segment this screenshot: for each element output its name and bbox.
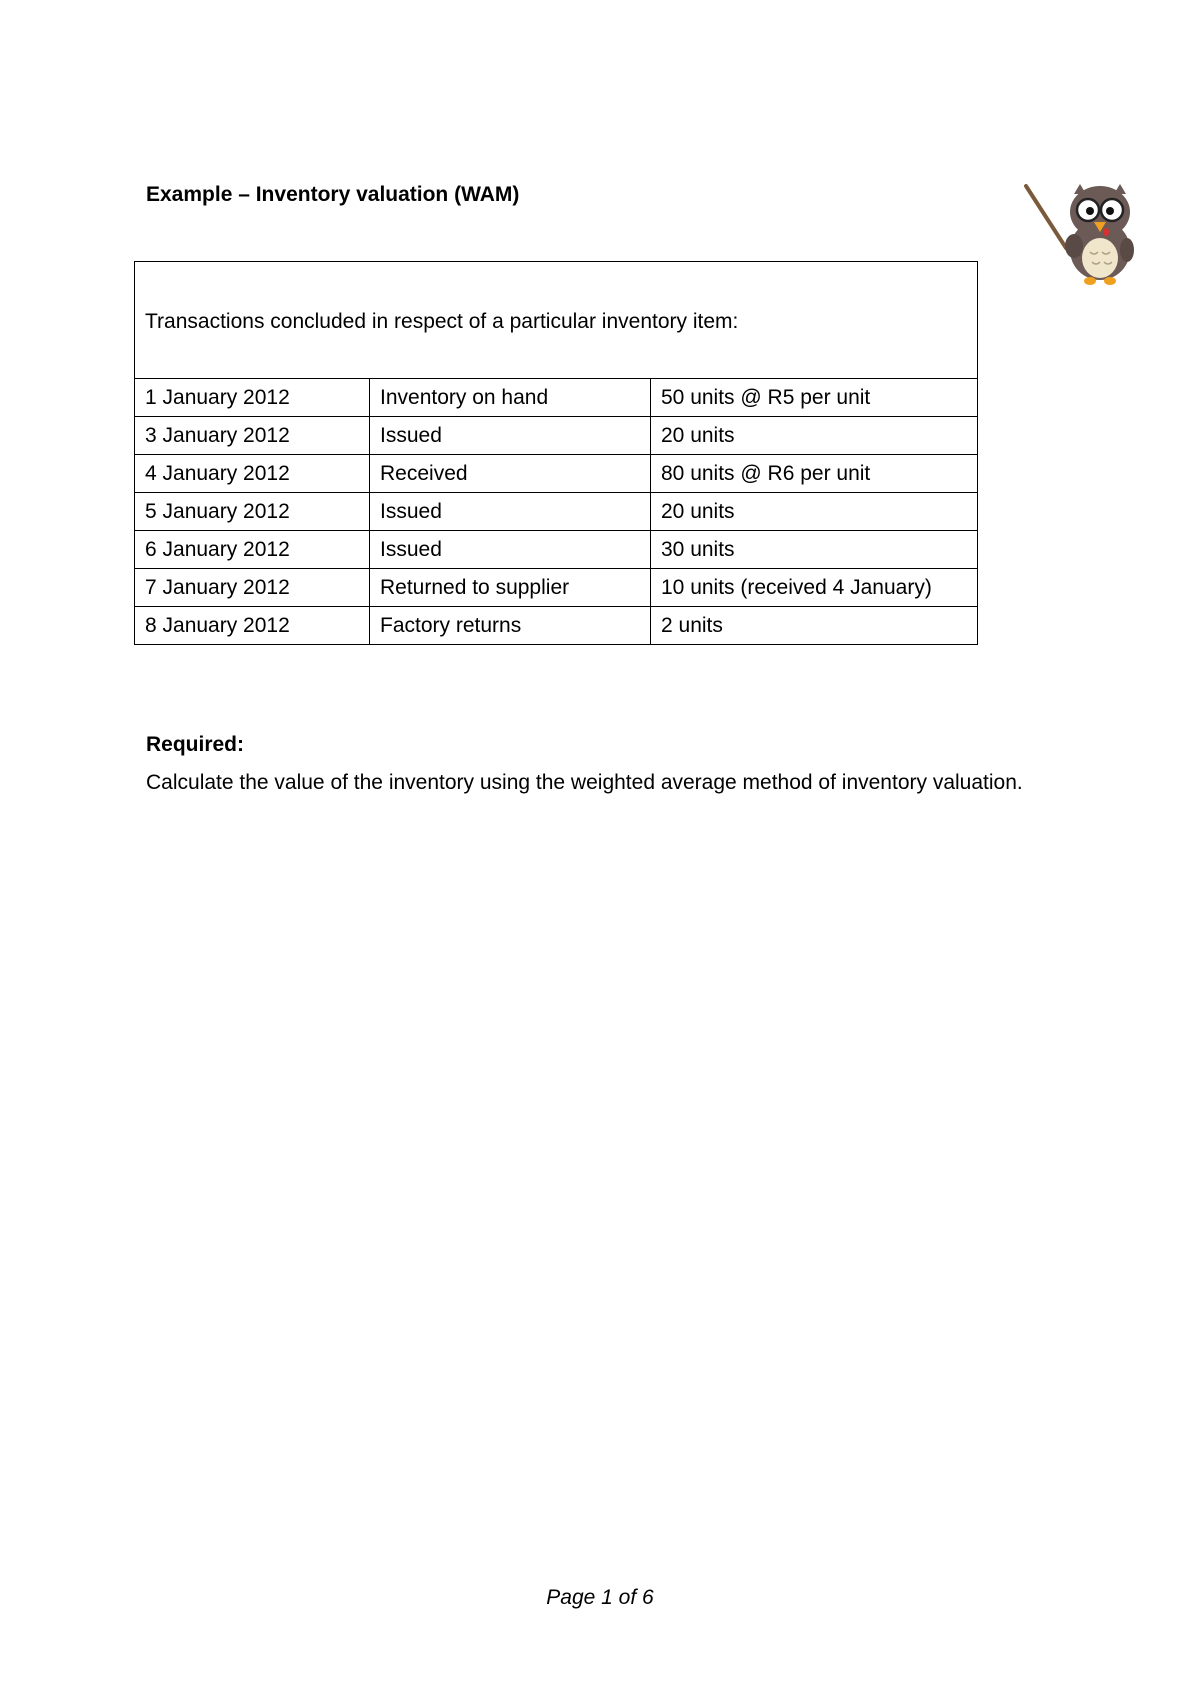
transaction-detail: 50 units @ R5 per unit <box>651 379 978 417</box>
teacher-owl-icon <box>1020 180 1160 290</box>
transaction-description: Issued <box>370 531 651 569</box>
transaction-date: 4 January 2012 <box>135 455 370 493</box>
document-title: Example – Inventory valuation (WAM) <box>146 183 520 206</box>
transaction-date: 5 January 2012 <box>135 493 370 531</box>
required-text: Calculate the value of the inventory using the weighted average method of inventory valuation. <box>146 771 1023 794</box>
transaction-detail: 20 units <box>651 417 978 455</box>
table-row <box>135 379 978 417</box>
transaction-detail: 2 units <box>651 607 978 645</box>
transaction-date: 1 January 2012 <box>135 379 370 417</box>
required-heading: Required: <box>146 733 245 756</box>
transaction-detail: 80 units @ R6 per unit <box>651 455 978 493</box>
transaction-date: 7 January 2012 <box>135 569 370 607</box>
transaction-date: 8 January 2012 <box>135 607 370 645</box>
transaction-detail: 30 units <box>651 531 978 569</box>
table-row <box>135 455 978 493</box>
transaction-description: Factory returns <box>370 607 651 645</box>
transaction-date: 6 January 2012 <box>135 531 370 569</box>
page-number: Page 1 of 6 <box>546 1586 654 1609</box>
table-row <box>135 417 978 455</box>
table-row <box>135 569 978 607</box>
transaction-description: Returned to supplier <box>370 569 651 607</box>
table-row <box>135 607 978 645</box>
table-intro-row <box>135 262 978 379</box>
transaction-description: Issued <box>370 417 651 455</box>
table-row <box>135 493 978 531</box>
transaction-detail: 10 units (received 4 January) <box>651 569 978 607</box>
transaction-description: Received <box>370 455 651 493</box>
transaction-description: Inventory on hand <box>370 379 651 417</box>
transaction-detail: 20 units <box>651 493 978 531</box>
transaction-date: 3 January 2012 <box>135 417 370 455</box>
table-row <box>135 531 978 569</box>
transaction-description: Issued <box>370 493 651 531</box>
table-intro: Transactions concluded in respect of a particular inventory item: <box>135 262 978 379</box>
transactions-table <box>134 261 978 645</box>
